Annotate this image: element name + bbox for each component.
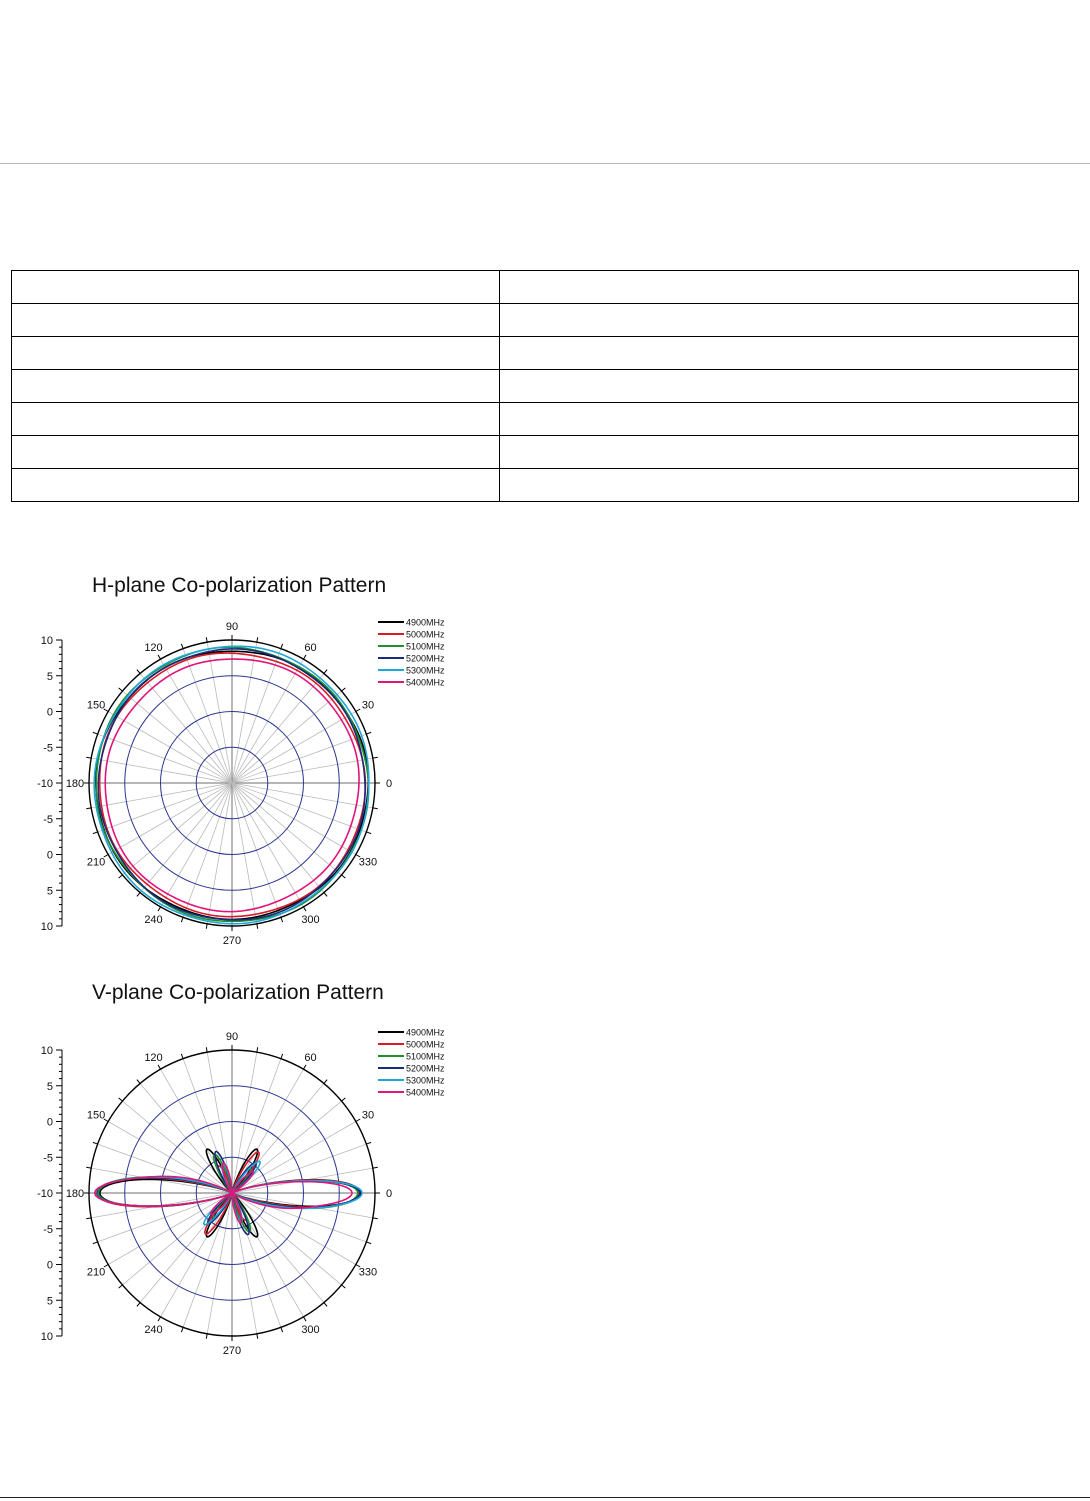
angle-tick-label: 90 — [225, 1031, 239, 1043]
polar-ring-tick — [366, 1142, 371, 1144]
polar-ring-tick — [206, 1334, 207, 1339]
polar-ring-tick — [137, 1080, 140, 1084]
radial-scale-label: 0 — [46, 706, 53, 719]
angle-tick-label: 60 — [304, 642, 317, 655]
polar-ring-tick — [342, 1098, 346, 1101]
specs-row — [12, 436, 1079, 469]
polar-ring-tick — [137, 1303, 140, 1307]
angle-tick-label: 0 — [385, 1188, 393, 1200]
angle-tick-label: 120 — [144, 642, 163, 655]
polar-ring-tick — [342, 688, 346, 691]
legend-label: 5300MHz — [406, 1075, 445, 1086]
specs-cell-value — [500, 436, 1079, 469]
v-plane-chart-title: V-plane Co-polarization Pattern — [92, 981, 384, 1004]
angle-tick-label: 270 — [222, 935, 242, 947]
radial-scale-label: -5 — [43, 813, 53, 826]
angle-tick-label: 0 — [385, 778, 393, 790]
radial-scale-label: 10 — [40, 1331, 53, 1343]
polar-ring-tick — [206, 924, 207, 929]
legend-label: 5100MHz — [406, 641, 445, 652]
specs-cell-label — [12, 304, 500, 337]
specs-row — [12, 370, 1079, 403]
specs-row — [12, 337, 1079, 370]
polar-ring-tick — [206, 637, 207, 642]
polar-ring-tick — [181, 1054, 183, 1059]
radial-scale-label: 5 — [46, 885, 53, 898]
specs-row — [12, 403, 1079, 436]
angle-tick-label: 30 — [361, 1109, 375, 1122]
polar-ring-tick — [324, 1303, 327, 1307]
specs-cell-value — [500, 271, 1079, 304]
specs-table — [11, 270, 1079, 502]
specs-cell-value — [500, 304, 1079, 337]
polar-ring-tick — [324, 670, 327, 674]
specs-cell-value — [500, 370, 1079, 403]
specs-cell-label — [12, 271, 500, 304]
legend-label: 4900MHz — [406, 617, 445, 628]
polar-ring-tick — [281, 644, 283, 649]
h-plane-polar-chart — [0, 605, 470, 950]
polar-ring-tick — [86, 1167, 91, 1168]
radial-scale-label: 10 — [40, 635, 53, 647]
angle-tick-label: 180 — [65, 778, 85, 790]
polar-ring-tick — [373, 1218, 378, 1219]
specs-cell-value — [500, 469, 1079, 502]
angle-tick-label: 150 — [86, 1109, 106, 1122]
legend-label: 5000MHz — [406, 1039, 445, 1050]
polar-ring-tick — [181, 1327, 183, 1332]
angle-tick-label: 120 — [144, 1052, 163, 1065]
polar-ring-tick — [158, 1065, 161, 1069]
polar-ring-tick — [137, 670, 140, 674]
polar-ring-tick — [324, 1080, 327, 1084]
polar-ring-tick — [257, 1334, 258, 1339]
radial-scale-label: -5 — [43, 1223, 53, 1236]
polar-ring-tick — [158, 907, 161, 911]
radial-scale-label: -5 — [43, 742, 53, 755]
polar-ring-tick — [158, 1317, 161, 1321]
specs-cell-value — [500, 403, 1079, 436]
legend-label: 4900MHz — [406, 1027, 445, 1038]
specs-row — [12, 271, 1079, 304]
polar-ring-tick — [304, 1317, 307, 1321]
polar-ring-tick — [342, 1285, 346, 1288]
polar-ring-tick — [137, 893, 140, 897]
radial-scale-label: -10 — [37, 1188, 53, 1200]
radial-scale-label: -10 — [37, 778, 53, 790]
polar-ring-tick — [304, 1065, 307, 1069]
polar-ring-tick — [86, 808, 91, 809]
legend-label: 5100MHz — [406, 1051, 445, 1062]
angle-tick-label: 210 — [86, 1266, 106, 1279]
angle-tick-label: 330 — [358, 856, 378, 869]
polar-ring-tick — [373, 808, 378, 809]
radial-scale-label: -5 — [43, 1152, 53, 1165]
header-divider — [0, 163, 1090, 164]
polar-ring-tick — [281, 1327, 283, 1332]
polar-ring-tick — [257, 924, 258, 929]
legend-label: 5200MHz — [406, 653, 445, 664]
polar-ring-tick — [342, 875, 346, 878]
polar-ring-tick — [373, 1167, 378, 1168]
angle-tick-label: 30 — [361, 699, 375, 712]
radial-scale-label: 10 — [40, 921, 53, 933]
legend-label: 5400MHz — [406, 677, 445, 688]
specs-cell-value — [500, 337, 1079, 370]
polar-ring-tick — [119, 1285, 123, 1288]
angle-tick-label: 330 — [358, 1266, 378, 1279]
polar-ring-tick — [93, 1242, 98, 1244]
polar-ring-tick — [93, 832, 98, 834]
footer-divider — [0, 1497, 1090, 1498]
specs-row — [12, 469, 1079, 502]
polar-ring-tick — [324, 893, 327, 897]
polar-ring-tick — [304, 655, 307, 659]
specs-cell-label — [12, 403, 500, 436]
specs-cell-label — [12, 436, 500, 469]
polar-ring-tick — [281, 917, 283, 922]
polar-ring-tick — [257, 637, 258, 642]
polar-ring-tick — [181, 644, 183, 649]
radial-scale-label: 5 — [46, 670, 53, 683]
polar-ring-tick — [356, 709, 360, 712]
angle-tick-label: 180 — [65, 1188, 85, 1200]
specs-cell-label — [12, 469, 500, 502]
radial-scale-label: 5 — [46, 1080, 53, 1093]
legend-label: 5200MHz — [406, 1063, 445, 1074]
angle-tick-label: 300 — [301, 1323, 320, 1336]
polar-ring-tick — [366, 732, 371, 734]
polar-ring-tick — [158, 655, 161, 659]
legend-label: 5300MHz — [406, 665, 445, 676]
polar-ring-tick — [119, 875, 123, 878]
polar-ring-tick — [86, 757, 91, 758]
angle-tick-label: 270 — [222, 1345, 242, 1357]
polar-ring-tick — [119, 688, 123, 691]
radial-scale-label: 0 — [46, 1259, 53, 1272]
angle-tick-label: 90 — [225, 621, 239, 633]
angle-tick-label: 240 — [144, 913, 163, 926]
polar-ring-tick — [93, 732, 98, 734]
polar-ring-tick — [366, 1242, 371, 1244]
polar-ring-tick — [356, 1119, 360, 1122]
h-plane-chart-title: H-plane Co-polarization Pattern — [92, 574, 387, 597]
angle-tick-label: 300 — [301, 913, 320, 926]
polar-ring-tick — [366, 832, 371, 834]
polar-ring-tick — [373, 757, 378, 758]
polar-ring-tick — [281, 1054, 283, 1059]
angle-tick-label: 240 — [144, 1323, 163, 1336]
angle-tick-label: 150 — [86, 699, 106, 712]
v-plane-polar-chart — [0, 1015, 470, 1360]
specs-cell-label — [12, 337, 500, 370]
radial-scale-label: 0 — [46, 1116, 53, 1129]
legend-label: 5000MHz — [406, 629, 445, 640]
angle-tick-label: 60 — [304, 1052, 317, 1065]
specs-cell-label — [12, 370, 500, 403]
polar-ring-tick — [119, 1098, 123, 1101]
polar-ring-tick — [86, 1218, 91, 1219]
radial-scale-label: 5 — [46, 1295, 53, 1308]
radial-scale-label: 10 — [40, 1045, 53, 1057]
polar-ring-tick — [257, 1047, 258, 1052]
polar-ring-tick — [93, 1142, 98, 1144]
polar-ring-tick — [206, 1047, 207, 1052]
angle-tick-label: 210 — [86, 856, 106, 869]
polar-ring-tick — [181, 917, 183, 922]
specs-row — [12, 304, 1079, 337]
radial-scale-label: 0 — [46, 849, 53, 862]
polar-ring-tick — [304, 907, 307, 911]
legend-label: 5400MHz — [406, 1087, 445, 1098]
